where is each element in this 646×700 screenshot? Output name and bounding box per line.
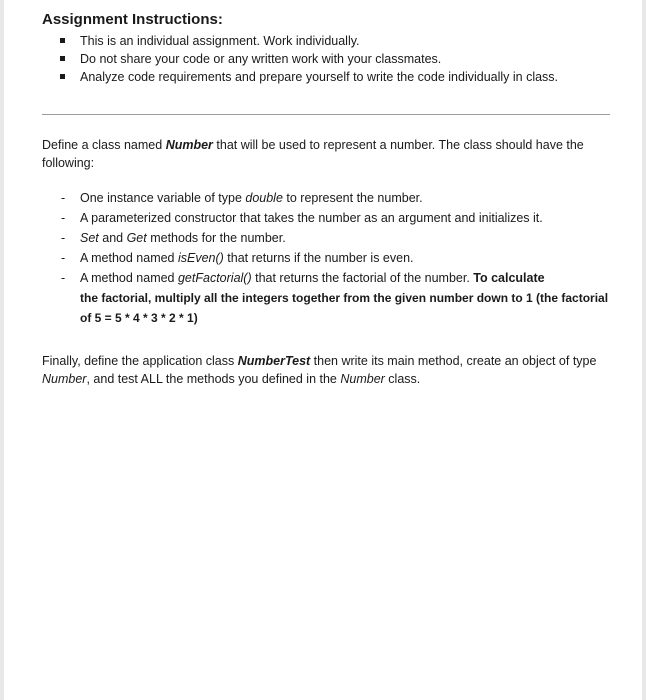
- requirement-text: methods for the number.: [146, 231, 286, 245]
- intro-text: Define a class named: [42, 138, 166, 152]
- requirement-item: [80, 268, 614, 328]
- document-page: [42, 8, 614, 388]
- final-text: Finally, define the application class: [42, 354, 238, 368]
- intro-text: that will be used to represent a number. The class should have the following:: [42, 138, 584, 170]
- horizontal-divider: [42, 114, 610, 115]
- bold-instruction: To calculate: [473, 271, 545, 285]
- requirement-text: and: [98, 231, 127, 245]
- type-name: double: [245, 191, 283, 205]
- requirement-item: [80, 228, 614, 248]
- requirement-text: A parameterized constructor that takes the number as an argument and initializes it.: [80, 211, 543, 225]
- class-name-number: Number: [340, 372, 385, 386]
- method-name: Set: [80, 231, 99, 245]
- method-name: isEven(): [177, 251, 224, 265]
- method-name: Get: [126, 231, 147, 245]
- final-text: then write its main method, create an object of type: [310, 354, 597, 368]
- requirement-text: A method named: [80, 251, 178, 265]
- requirement-text: that returns the factorial of the number.: [251, 271, 474, 285]
- page-edge-left: [0, 0, 4, 700]
- class-name-number: Number: [165, 138, 213, 152]
- final-text: class.: [384, 372, 421, 386]
- requirement-item: [80, 208, 614, 228]
- instruction-item: This is an individual assignment. Work individually.: [80, 32, 614, 50]
- instruction-list: [42, 32, 614, 86]
- requirement-text: that returns if the number is even.: [223, 251, 414, 265]
- requirement-item: [80, 248, 614, 268]
- requirements-list: [42, 188, 614, 328]
- requirement-item: [80, 188, 614, 208]
- method-name: getFactorial(): [177, 271, 252, 285]
- class-name-number: Number: [42, 372, 87, 386]
- intro-paragraph: [42, 136, 614, 172]
- requirement-text: to represent the number.: [282, 191, 423, 205]
- final-text: , and test ALL the methods you defined in the: [86, 372, 341, 386]
- instruction-item: Analyze code requirements and prepare yourself to write the code individually in class.: [80, 68, 614, 86]
- requirement-text: A method named: [80, 271, 178, 285]
- instruction-item: Do not share your code or any written work with your classmates.: [80, 50, 614, 68]
- final-paragraph: [42, 352, 614, 388]
- class-name-numbertest: NumberTest: [237, 354, 311, 368]
- page-edge-right: [642, 0, 646, 700]
- bold-instruction: the factorial, multiply all the integers together from the given number down to 1 (the factorial of 5 = 5 * 4 * 3 * 2 * 1): [80, 291, 609, 325]
- assignment-heading: Assignment Instructions:: [42, 11, 223, 28]
- requirement-text: One instance variable of type: [80, 191, 246, 205]
